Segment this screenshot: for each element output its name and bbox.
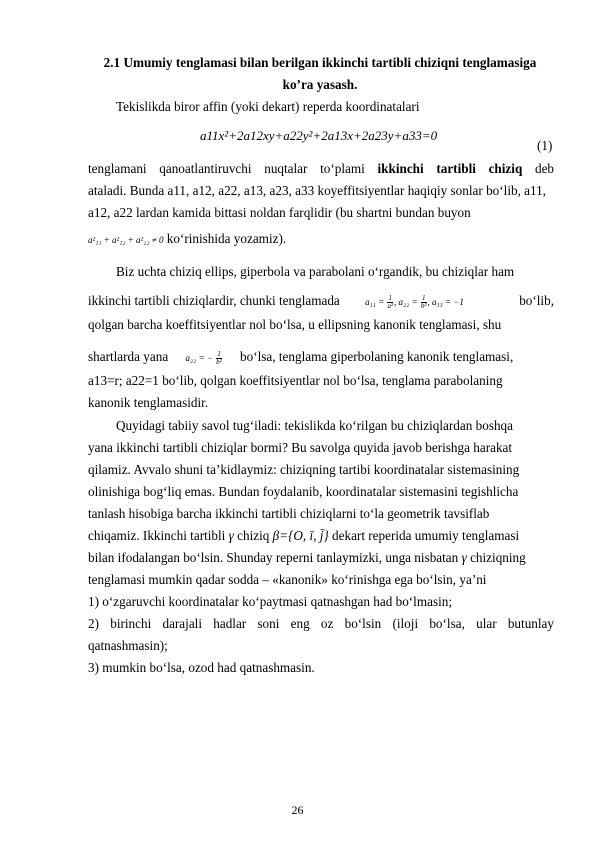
p2-line4 [88, 346, 554, 369]
equation-number: (1) [537, 138, 553, 153]
p1-line4 [88, 228, 554, 251]
p2-line2-text-a: ikkinchi tartibli chiziqlardir, chunki tenglamada [88, 293, 340, 308]
p2-line4-text-b: bo‘lsa, tenglama giperbolaning kanonik tenglamasi, [240, 349, 514, 364]
p3-line6-text-b: chiziq [237, 528, 270, 543]
p3-line1: Quyidagi tabiiy savol tug‘iladi: tekislikda ko‘rilgan bu chiziqlardan boshqa [116, 418, 514, 433]
general-equation [200, 128, 437, 144]
p2-line1: Biz uchta chiziq ellips, giperbola va parabolani o‘rgandik, bu chiziqlar ham [116, 264, 515, 279]
p1-line1-term: ikkinchi tartibli chiziq [377, 161, 523, 176]
p3-line8: tenglamasi mumkin qadar sodda – «kanonik» ko‘rinishga ega bo‘lsin, ya’ni [88, 572, 487, 587]
list-item-1: 1) o‘zgaruvchi koordinatalar ko‘paytmasi qatnashgan had bo‘lmasin; [88, 594, 453, 609]
p3-line5: tanlash hisobiga barcha ikkinchi tartibli chiziqlarni to‘la geometrik tavsiflab [88, 506, 490, 521]
p1-line2: ataladi. Bunda a11, a12, a22, a13, a23, a33 koyeffitsiyentlar haqiqiy sonlar bo‘lib, a11, [88, 183, 547, 198]
p3-line7 [88, 547, 554, 569]
frame-symbol: β={O, ī, j̄} [272, 528, 329, 543]
list-item-2-line1: 2) birinchi darajali hadlar soni eng oz bo‘lsin (iloji bo‘lsa, ular butunlay [88, 616, 554, 631]
general-equation-text: a11x²+2a12xy+a22y²+2a13x+2a23y+a33=0 [200, 128, 438, 143]
page-number: 26 [291, 803, 304, 817]
p2-line4-text-a: shartlarda yana [88, 349, 169, 364]
nonzero-condition-formula: a²₁₁ + a²₁₂ + a²₂₂ ≠ 0 [88, 235, 164, 245]
p2-line2-text-b: bo‘lib, [519, 293, 554, 308]
p3-line3: qilamiz. Avvalo shuni ta’kidlaymiz: chiziqning tartibi koordinatalar sistemasining [88, 462, 520, 477]
section-title-line2: ko’ra yasash. [282, 77, 358, 92]
p1-line1-text-c: deb [534, 161, 555, 176]
p3-line4: olinishiga bog‘liq emas. Bundan foydalanib, koordinatalar sistemasini tegishlicha [88, 484, 519, 499]
p1-line3: a12, a22 lardan kamida bittasi noldan farqlidir (bu shartni bundan buyon [88, 205, 471, 220]
section-title [80, 52, 560, 96]
p3-line6 [88, 525, 554, 547]
p2-line2 [88, 290, 554, 313]
p3-line7-text-b: chiziqning [470, 550, 526, 565]
p3-line2: yana ikkinchi tartibli chiziqlar bormi? Bu savolga quyida javob berishga harakat [88, 440, 513, 455]
p1-line1-text-a: tenglamani qanoatlantiruvchi nuqtalar to‘plami [88, 161, 365, 176]
section-title-line1: 2.1 Umumiy tenglamasi bilan berilgan ikkinchi tartibli chiziqni tenglamasiga [103, 55, 537, 70]
p3-line6-text-a: chiqamiz. Ikkinchi tartibli [88, 528, 226, 543]
gamma-symbol: γ [461, 550, 467, 565]
p3-line7-text-a: bilan ifodalangan bo‘lsin. Shunday reperni tanlaymizki, unga nisbatan [88, 550, 459, 565]
p1-line1 [88, 158, 554, 180]
p3-line6-text-c: dekart reperida umumiy tenglamasi [332, 528, 520, 543]
list-item-2-line2: qatnashmasin); [88, 638, 168, 653]
gamma-symbol: γ [228, 528, 234, 543]
p2-line6: kanonik tenglamasidir. [88, 395, 209, 410]
intro-line: Tekislikda biror affin (yoki dekart) reperda koordinatalari [116, 99, 420, 114]
hyperbola-coefficient-formula: a₂₂ = − $\frac{1}{\text{b²}}$ [185, 350, 222, 367]
list-item-3: 3) mumkin bo‘lsa, ozod had qatnashmasin. [88, 660, 315, 675]
p2-line5: a13=r; a22=1 bo‘lib, qolgan koeffitsiyentlar nol bo‘lsa, tenglama parabolaning [88, 373, 503, 388]
p2-line3: qolgan barcha koeffitsiyentlar nol bo‘lsa, u ellipsning kanonik tenglamasi, shu [88, 317, 502, 332]
ellipse-coefficients-formula: a₁₁ = $\frac{1}{\text{a²}}$ , a₂₂ = $\frac{1}{\text{b²}}$ , a₃₃ = −1 [365, 294, 464, 311]
p1-line4-text: ko‘rinishida yozamiz). [166, 231, 287, 246]
